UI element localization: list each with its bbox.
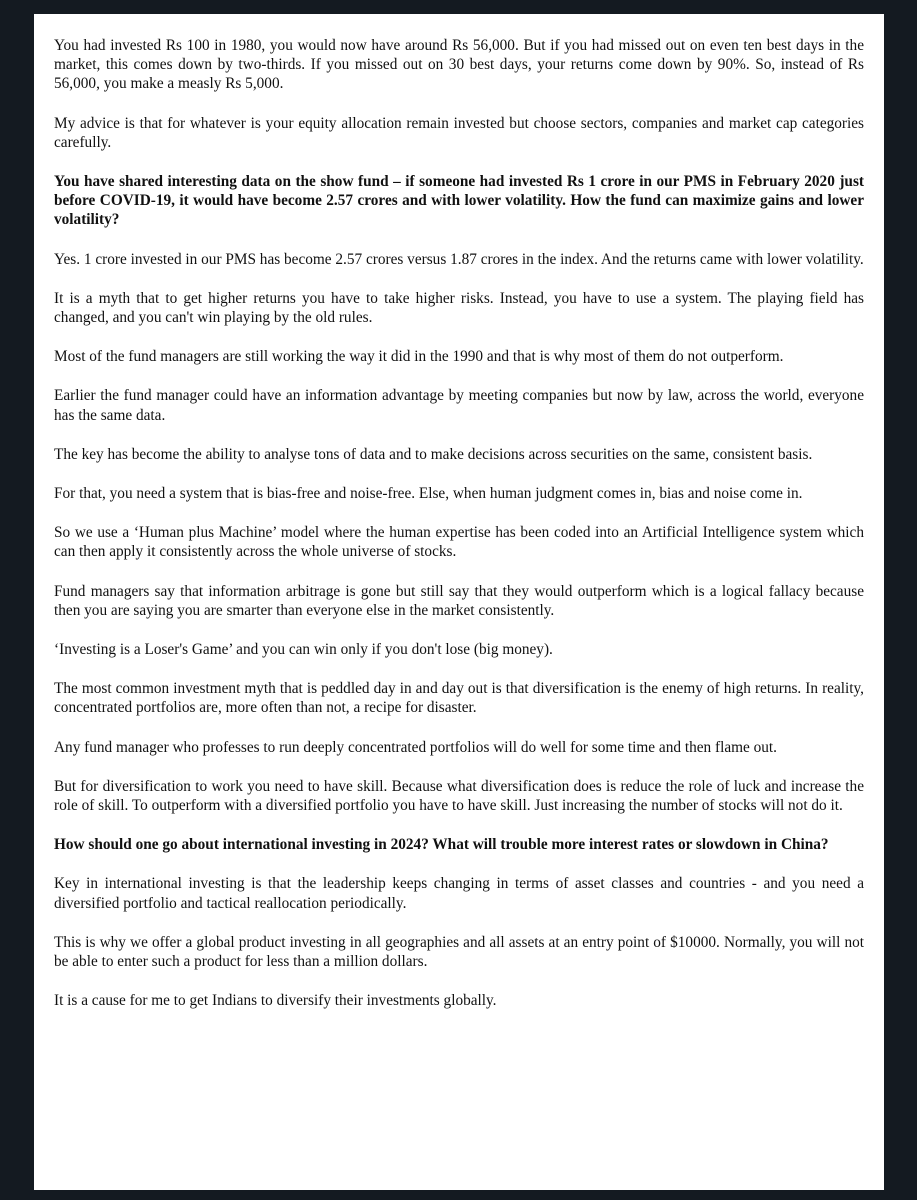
document-page xyxy=(34,14,884,1190)
paragraph-9: So we use a ‘Human plus Machine’ model where the human expertise has been coded into an Artificial Intelligence system which can then apply it consistently across the whole universe of stocks. xyxy=(54,524,864,561)
paragraph-14: But for diversification to work you need to have skill. Because what diversification does is reduce the role of luck and increase the role of skill. To outperform with a diversified portfolio you have to have skill. Just increasing the number of stocks will not do it. xyxy=(54,777,864,815)
paragraph-4: It is a myth that to get higher returns you have to take higher risks. Instead, you have to use a system. The playing field has changed, and you can't win playing by the old rules. xyxy=(54,289,864,327)
paragraph-13: Any fund manager who professes to run deeply concentrated portfolios will do well for some time and then flame out. xyxy=(54,738,778,756)
question-1: You have shared interesting data on the show fund – if someone had invested Rs 1 crore in our PMS in February 2020 just before COVID-19, it would have become 2.57 crores and with lower volatility. How the fund can maximize gains and lower volatility? xyxy=(54,173,864,229)
paragraph-2: My advice is that for whatever is your equity allocation remain invested but choose sectors, companies and market cap categories carefully. xyxy=(54,114,864,151)
paragraph-10: Fund managers say that information arbitrage is gone but still say that they would outperform which is a logical fallacy because then you are saying you are smarter than everyone else in the market consistently. xyxy=(54,582,864,619)
paragraph-5: Most of the fund managers are still working the way it did in the 1990 and that is why most of them do not outperform. xyxy=(54,348,784,366)
paragraph-1: You had invested Rs 100 in 1980, you would now have around Rs 56,000. But if you had missed out on even ten best days in the market, this comes down by two-thirds. If you missed out on 30 best days, your returns come down by 90%. So, instead of Rs 56,000, you make a measly Rs 5,000. xyxy=(54,37,864,93)
paragraph-6: Earlier the fund manager could have an information advantage by meeting companies but now by law, across the world, everyone has the same data. xyxy=(54,387,864,424)
paragraph-12: The most common investment myth that is peddled day in and day out is that diversification is the enemy of high returns. In reality, concentrated portfolios are, more often than not, a recipe for disaster. xyxy=(54,680,864,717)
paragraph-11: ‘Investing is a Loser's Game’ and you can win only if you don't lose (big money). xyxy=(54,641,553,659)
paragraph-3: Yes. 1 crore invested in our PMS has become 2.57 crores versus 1.87 crores in the index. And the returns came with lower volatility. xyxy=(54,250,864,268)
question-2: How should one go about international investing in 2024? What will trouble more interest rates or slowdown in China? xyxy=(54,836,829,854)
paragraph-16: This is why we offer a global product investing in all geographies and all assets at an entry point of $10000. Normally, you will not be able to enter such a product for less than a million dollars. xyxy=(54,933,864,971)
paragraph-7: The key has become the ability to analyse tons of data and to make decisions across securities on the same, consistent basis. xyxy=(54,445,813,463)
paragraph-15: Key in international investing is that the leadership keeps changing in terms of asset classes and countries - and you need a diversified portfolio and tactical reallocation periodically. xyxy=(54,875,864,912)
paragraph-17: It is a cause for me to get Indians to diversify their investments globally. xyxy=(54,992,497,1010)
paragraph-8: For that, you need a system that is bias-free and noise-free. Else, when human judgment comes in, bias and noise come in. xyxy=(54,485,803,503)
